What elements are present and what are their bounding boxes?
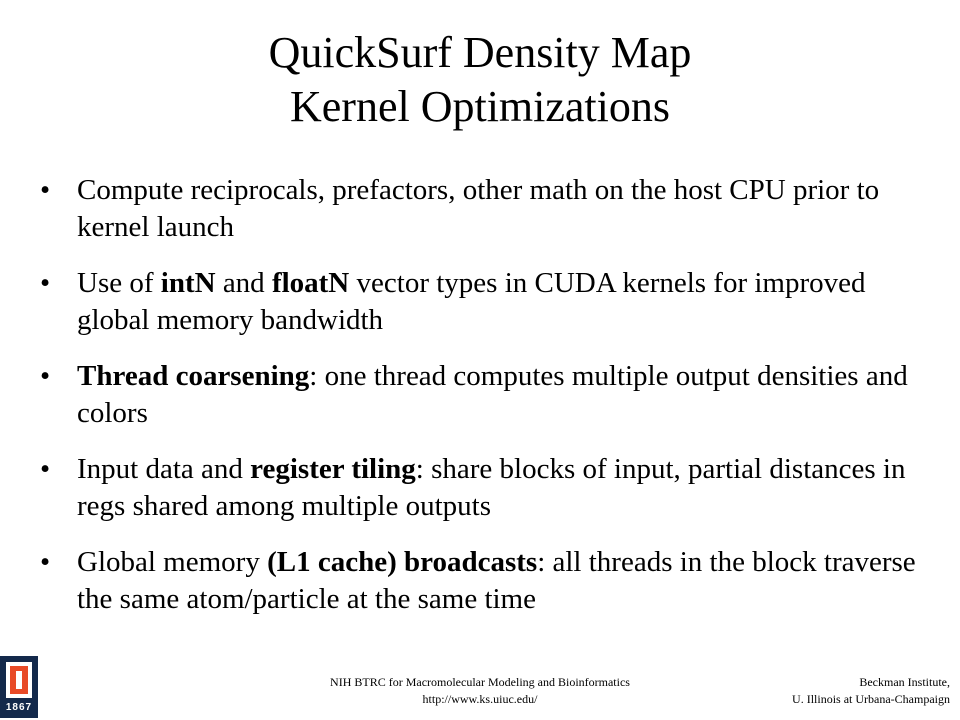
bullet-text: : share blocks of input, partial distances in regs shared among multiple outputs [77, 453, 906, 522]
bullet-text: Global memory [77, 546, 268, 578]
bullet-text: and [215, 267, 272, 299]
bullet-item [40, 265, 930, 339]
bullet-bold-text: (L1 cache) broadcasts [267, 546, 538, 578]
university-logo [0, 656, 38, 718]
bullet-text: Use of [77, 267, 161, 299]
bullet-list [40, 172, 930, 637]
slide-title [0, 26, 960, 134]
bullet-item [40, 172, 930, 246]
bullet-dot-icon: • [40, 174, 51, 206]
bullet-bold-text: floatN [271, 267, 350, 299]
logo-year: 1867 [5, 702, 33, 713]
block-i-icon [6, 662, 32, 698]
bullet-item [40, 544, 930, 618]
bullet-text: Input data and [77, 453, 251, 485]
footer-right [690, 674, 950, 708]
bullet-text: : all threads in the block traverse the same atom/particle at the same time [77, 546, 916, 615]
bullet-item [40, 451, 930, 525]
bullet-bold-text: Thread coarsening [77, 360, 310, 392]
footer-center-line-1: NIH BTRC for Macromolecular Modeling and Bioinformatics [330, 675, 630, 689]
bullet-text: : one thread computes multiple output densities and colors [77, 360, 908, 429]
bullet-bold-text: intN [160, 267, 216, 299]
footer-center-line-2: http://www.ks.uiuc.edu/ [422, 692, 538, 706]
bullet-item [40, 358, 930, 432]
footer-right-line-2: U. Illinois at Urbana-Champaign [792, 692, 950, 706]
title-line-1: QuickSurf Density Map [268, 28, 692, 77]
footer-center [270, 674, 690, 708]
bullet-dot-icon: • [40, 360, 51, 392]
bullet-text: Compute reciprocals, prefactors, other math on the host CPU prior to kernel launch [77, 174, 880, 243]
bullet-text: vector types in CUDA kernels for improved global memory bandwidth [77, 267, 866, 336]
footer-right-line-1: Beckman Institute, [859, 675, 950, 689]
title-line-2: Kernel Optimizations [289, 82, 670, 131]
bullet-bold-text: register tiling [250, 453, 416, 485]
bullet-dot-icon: • [40, 267, 51, 299]
bullet-dot-icon: • [40, 546, 51, 578]
bullet-dot-icon: • [40, 453, 51, 485]
